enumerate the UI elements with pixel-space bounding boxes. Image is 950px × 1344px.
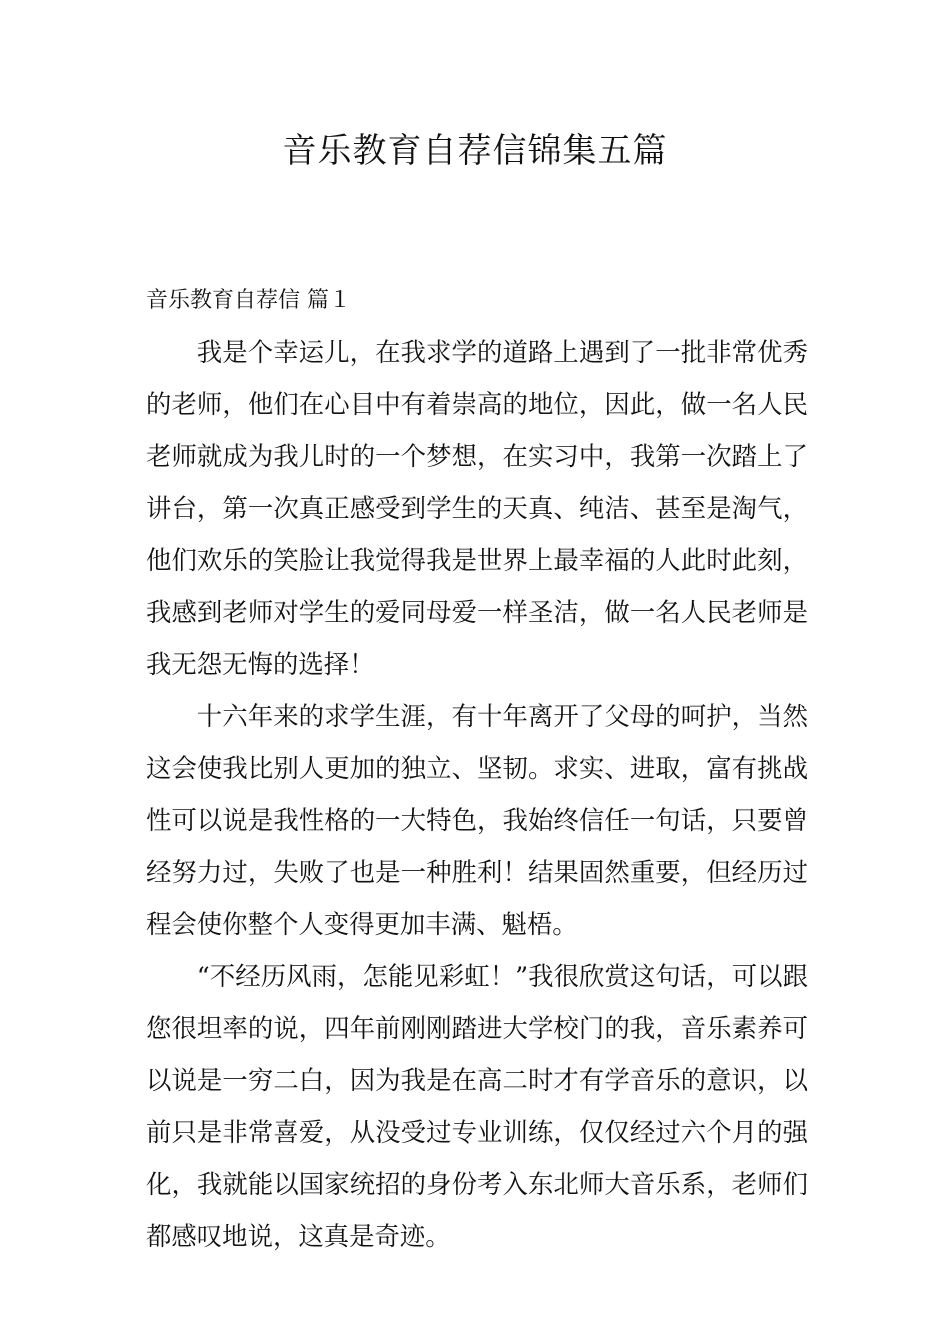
section-heading: 音乐教育自荐信 篇１ — [146, 288, 351, 313]
paragraph: “不经历风雨，怎能见彩虹！”我很欣赏这句话，可以跟您很坦率的说，四年前刚刚踏进大学校门的我，音乐素养可以说是一穷二白，因为我是在高二时才有学音乐的意识，以前只是非常喜爱，从没受过专业训练，仅仅经过六个月的强化，我就能以国家统招的身份考入东北师大音乐系，老师们都感叹地说，这真是奇迹。 — [146, 961, 808, 1251]
document-title: 音乐教育自荐信锦集五篇 — [282, 131, 668, 171]
paragraph: 我是个幸运儿，在我求学的道路上遇到了一批非常优秀的老师，他们在心目中有着崇高的地位，因此，做一名人民老师就成为我儿时的一个梦想，在实习中，我第一次踏上了讲台，第一次真正感受到学生的天真、纯洁、甚至是淘气，他们欢乐的笑脸让我觉得我是世界上最幸福的人此时此刻，我感到老师对学生的爱同母爱一样圣洁，做一名人民老师是我无怨无悔的选择！ — [146, 337, 808, 679]
document-body — [146, 276, 808, 1262]
paragraph: 十六年来的求学生涯，有十年离开了父母的呵护，当然这会使我比别人更加的独立、坚韧。求实、进取，富有挑战性可以说是我性格的一大特色，我始终信任一句话，只要曾经努力过，失败了也是一种胜利！结果固然重要，但经历过程会使你整个人变得更加丰满、魁梧。 — [146, 701, 808, 939]
